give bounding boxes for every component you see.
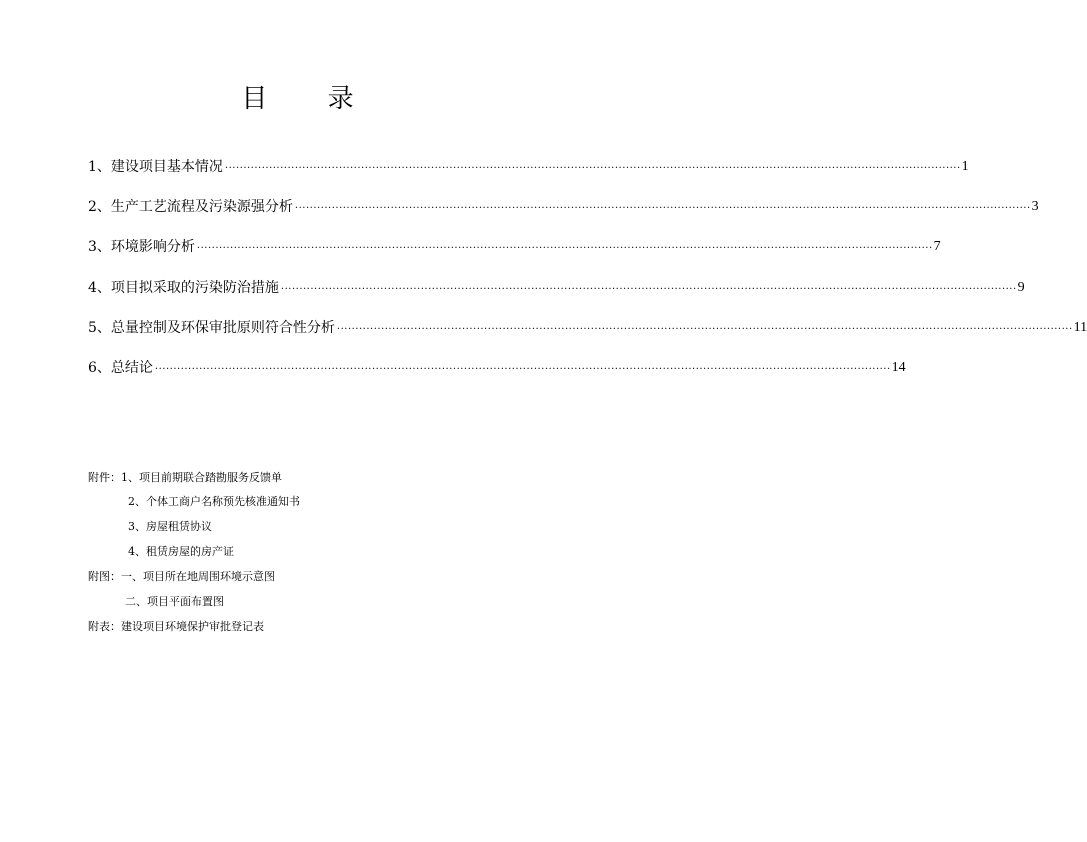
toc-entry[interactable] <box>88 157 969 177</box>
toc-entry-page: 3 <box>1031 199 1039 214</box>
toc-leader-dots: ........................................................................................................................................................................................................ <box>154 361 891 372</box>
attachment-line: 3、房屋租赁协议 <box>128 520 212 533</box>
toc-leader-dots: ........................................................................................................................................................................................................ <box>280 281 1017 292</box>
toc-entry-label: 5、总量控制及环保审批原则符合性分析 <box>88 320 335 336</box>
toc-leader-dots: ........................................................................................................................................................................................................ <box>196 240 933 251</box>
toc-entry-page: 14 <box>891 360 906 375</box>
toc-entry-label: 1、建设项目基本情况 <box>88 159 223 175</box>
toc-leader-dots: ........................................................................................................................................................................................................ <box>224 160 961 171</box>
toc-leader-dots: ........................................................................................................................................................................................................ <box>336 321 1073 332</box>
attachment-line: 附件：1、项目前期联合踏勘服务反馈单 <box>88 471 282 484</box>
toc-entry[interactable] <box>88 237 941 257</box>
toc-entry[interactable] <box>88 358 906 378</box>
toc-entry-page: 11 <box>1073 320 1087 335</box>
toc-entry-label: 3、环境影响分析 <box>88 239 195 255</box>
toc-entry[interactable] <box>88 278 1025 298</box>
attachment-line: 2、个体工商户名称预先核准通知书 <box>128 495 300 508</box>
attachment-line: 附图：一、项目所在地周围环境示意图 <box>88 570 275 583</box>
attachment-line: 4、租赁房屋的房产证 <box>128 545 234 558</box>
page-title: 目 录 <box>241 84 380 114</box>
toc-leader-dots: ........................................................................................................................................................................................................ <box>294 200 1031 211</box>
toc-entry-page: 7 <box>933 239 941 254</box>
toc-entry[interactable] <box>88 197 1039 217</box>
toc-entry-label: 6、总结论 <box>88 360 153 376</box>
toc-entry-page: 1 <box>961 159 969 174</box>
attachment-line: 二、项目平面布置图 <box>125 595 224 608</box>
attachment-line: 附表：建设项目环境保护审批登记表 <box>88 620 264 633</box>
toc-entry-label: 4、项目拟采取的污染防治措施 <box>88 280 279 296</box>
toc-entry-page: 9 <box>1017 280 1025 295</box>
toc-entry[interactable] <box>88 318 1087 338</box>
toc-entry-label: 2、生产工艺流程及污染源强分析 <box>88 199 293 215</box>
